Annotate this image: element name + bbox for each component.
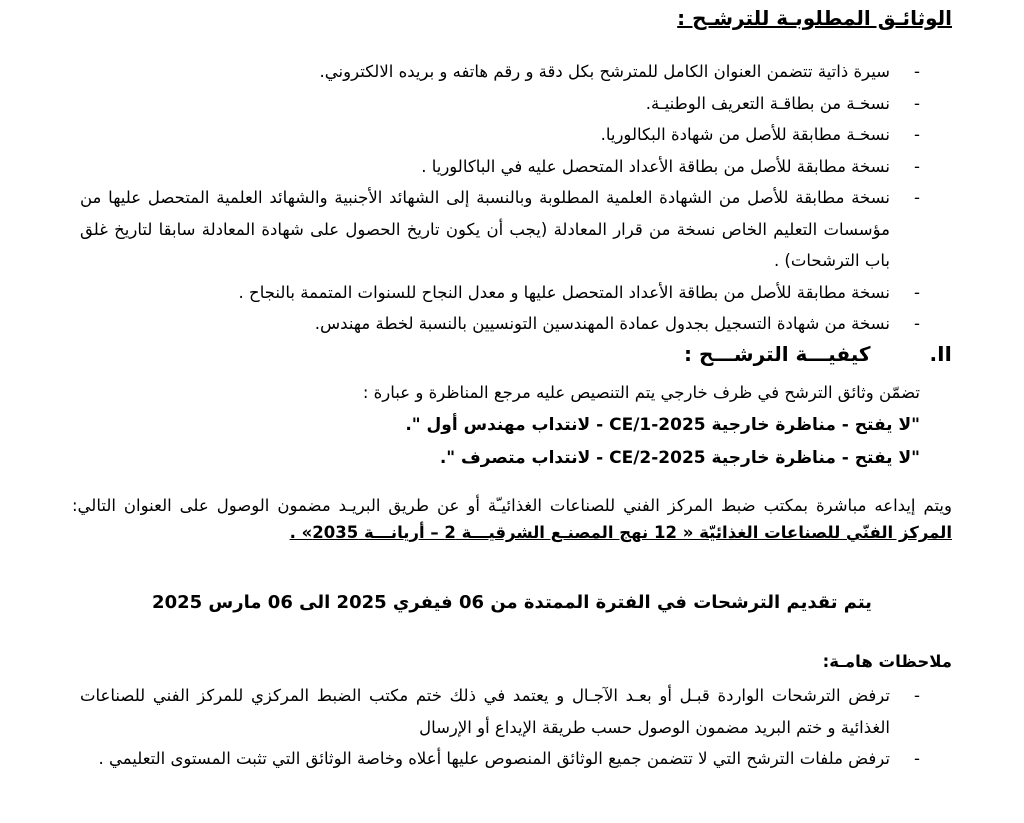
envelope-reference-2: "لا يفتح - مناظرة خارجية CE/2-2025 - لانتداب متصرف ".: [439, 448, 920, 468]
list-item: - نسخة مطابقة للأصل من الشهادة العلمية المطلوبة وبالنسبة إلى الشهائد الأجنبية والشهائد العلمية المتحصل عليها من مؤسسات التعليم الخاص نسخة من قرار المعادلة (يجب أن يكون تاريخ الحصول على شهادة المعادلة سابقا لتاريخ غلق باب الترشحات) .: [80, 182, 890, 277]
deposit-text: ويتم إيداعه مباشرة بمكتب ضبط المركز الفني للصناعات الغذائيـّة أو عن طريق البريـد مضمون الوصول على العنوان التالي:: [72, 496, 952, 515]
list-item: - نسخة مطابقة للأصل من بطاقة الأعداد المتحصل عليها و معدل النجاح للسنوات المتممة بالنجاح .: [80, 277, 890, 309]
section-number: II.: [929, 342, 952, 366]
submission-period: يتم تقديم الترشحات في الفترة الممتدة من 06 فيفري 2025 الى 06 مارس 2025: [152, 592, 872, 613]
deposit-paragraph: [72, 492, 952, 546]
section-title: كيفيـــة الترشـــح :: [684, 342, 871, 366]
required-documents-heading: الوثائـق المطلوبـة للترشـح :: [677, 6, 952, 30]
postal-address: المركز الفنّي للصناعات الغذائيّة « 12 نهج المصنـع الشرقيـــة 2 – أريانـــة 2035» .: [289, 523, 952, 542]
required-documents-list: [80, 56, 890, 340]
list-item: - ترفض الترشحات الواردة قبـل أو بعـد الآجـال و يعتمد في ذلك ختم مكتب الضبط المركزي للمركز الفني للصناعات الغذائية و ختم البريد مضمون الوصول حسب طريقة الإيداع أو الإرسال: [80, 680, 890, 743]
notes-heading: ملاحظات هامـة:: [822, 652, 952, 671]
envelope-reference-1: "لا يفتح - مناظرة خارجية CE/1-2025 - لانتداب مهندس أول ".: [405, 415, 920, 435]
envelope-instructions: تضمّن وثائق الترشح في ظرف خارجي يتم التنصيص عليه مرجع المناظرة و عبارة :: [362, 383, 920, 402]
application-section-heading: [684, 342, 952, 366]
list-item: - نسخة من شهادة التسجيل بجدول عمادة المهندسين التونسيين بالنسبة لخطة مهندس.: [80, 308, 890, 340]
list-item: - نسخـة من بطاقـة التعريف الوطنيـة.: [80, 88, 890, 120]
list-item: - ترفض ملفات الترشح التي لا تتضمن جميع الوثائق المنصوص عليها أعلاه وخاصة الوثائق التي تثبت المستوى التعليمي .: [80, 743, 890, 775]
list-item: - نسخـة مطابقة للأصل من شهادة البكالوريا.: [80, 119, 890, 151]
notes-list: [80, 680, 890, 775]
list-item: - سيرة ذاتية تتضمن العنوان الكامل للمترشح بكل دقة و رقم هاتفه و بريده الالكتروني.: [80, 56, 890, 88]
list-item: - نسخة مطابقة للأصل من بطاقة الأعداد المتحصل عليه في الباكالوريا .: [80, 151, 890, 183]
